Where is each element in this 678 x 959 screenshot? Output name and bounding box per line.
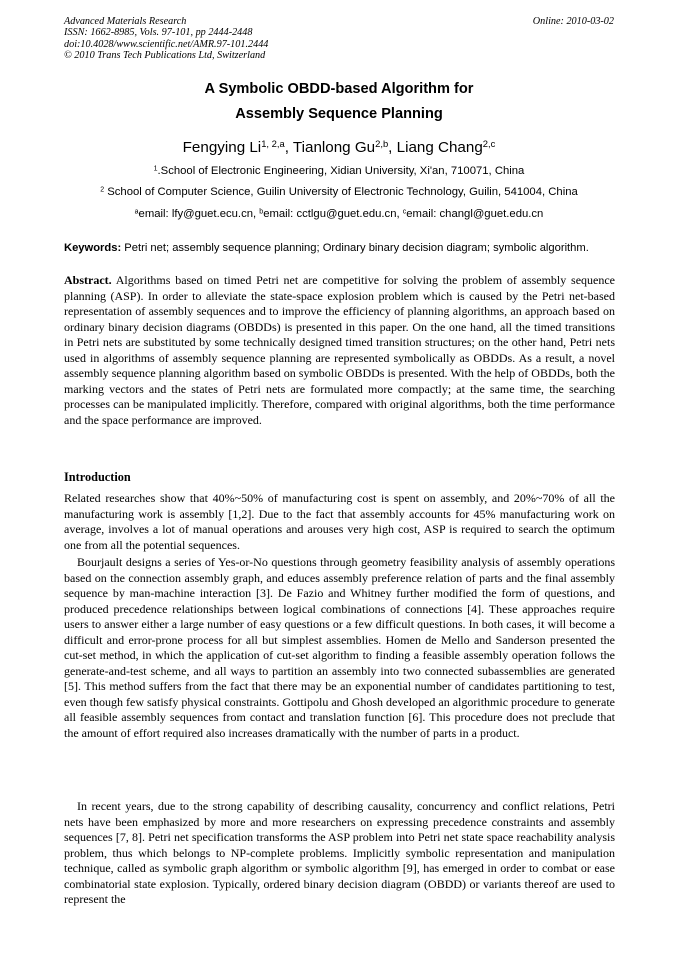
email-address[interactable]: email: lfy@guet.ecu.cn, — [138, 208, 260, 220]
author-affiliation-mark: 1, 2,a — [261, 138, 285, 150]
abstract-label: Abstract. — [64, 273, 112, 287]
author-name: Liang Chang — [396, 139, 483, 156]
journal-name: Advanced Materials Research — [64, 16, 187, 27]
keywords-label: Keywords: — [64, 242, 122, 254]
journal-header — [64, 16, 268, 62]
author-separator: , — [284, 139, 293, 156]
affiliation-2 — [0, 186, 678, 198]
intro-paragraph-3: In recent years, due to the strong capability of describing causality, concurrency and conflict relations, Petri nets have been emphasized by more and more researchers on expressing precedence constraints and assembly sequences [7, 8]. Petri net specification transforms the ASP problem into Petri net state space reachability analysis problem, thus which belongs to NP-complete problems. Implicitly symbolic representation and manipulation technique, called as symbolic graph algorithm or symbolic algorithm [9], has emerged in order to combat or ease combinatorial state explosion. Typically, ordered binary decision diagram (OBDD) or variants thereof are used to represent the — [64, 799, 615, 906]
email-mark: a — [134, 208, 139, 216]
author-affiliation-mark: 2,b — [375, 138, 389, 150]
online-date: Online: 2010-03-02 — [532, 16, 614, 27]
author-separator: , — [388, 139, 397, 156]
affiliation-text: School of Computer Science, Guilin University of Electronic Technology, Guilin, 541004, China — [104, 186, 578, 198]
email-mark: b — [259, 208, 264, 216]
issn-line: ISSN: 1662-8985, Vols. 97-101, pp 2444-2448 — [64, 27, 253, 39]
paper-title-line-1: A Symbolic OBDD-based Algorithm for — [204, 81, 474, 97]
abstract-text: Algorithms based on timed Petri net are competitive for solving the problem of assembly sequence planning (ASP). In order to alleviate the state-space explosion problem which is caused by the Petri net-based representation of assembly sequences and to improve the efficiency of planning algorithms, an approach based on ordinary binary decision diagrams (OBDDs) is presented in this paper. On the one hand, all the timed transitions in Petri nets are substituted by some technically designed timed transition structures; on the other hand, Petri nets used in algorithms of assembly sequence planning are represented symbolically as OBDDs. As a result, a novel assembly sequence planning algorithm based on symbolic OBDDs is presented. With the help of OBDDs, both the marking vectors and the states of Petri nets are formulated more compactly; at the same time, the searching processes can be manipulated implicitly. Therefore, compared with original algorithms, both the time performance and the space performance are improved. — [64, 273, 615, 427]
keywords-text: Petri net; assembly sequence planning; Ordinary binary decision diagram; symbolic algorithm. — [121, 242, 589, 254]
copyright-line: © 2010 Trans Tech Publications Ltd, Switzerland — [64, 50, 266, 62]
keywords — [64, 241, 615, 255]
email-address[interactable]: email: cctlgu@guet.edu.cn, — [263, 208, 403, 220]
intro-paragraph-1: Related researches show that 40%~50% of manufacturing cost is spent on assembly, and 20%~70% of all the manufacturing work is assembly [1,2]. Due to the fact that assembly accounts for 45% manufacturing work on average, involves a lot of manual operations and arouses very high cost, ASP is required to search the optimum one from all the potential sequences. — [64, 491, 615, 552]
paper-title-line-2: Assembly Sequence Planning — [235, 106, 443, 122]
affiliation-mark: 2 — [100, 186, 105, 194]
author-list — [0, 139, 678, 156]
email-address[interactable]: email: changl@guet.edu.cn — [406, 208, 544, 220]
intro-paragraph-2: Bourjault designs a series of Yes-or-No questions through geometry feasibility analysis of assembly operations based on the connection assembly graph, and educes assembly preference relation of parts and the final assembly sequence by man-machine interaction [3]. De Fazio and Whitney further modified the form of questions, and produced precedence relationships between logical combinations of connections [4]. These approaches require users to answer either a large number of easy questions or a few difficult questions. In both cases, it will become a difficult and error-prone process for all but simplest assemblies. Homen de Mello and Sanderson presented the cut-set method, in which the application of cut-set algorithm to finding a feasible assembly operation follows the generate-and-test scheme, and all ways to partition an assembly into two connected subassemblies are generated [5]. This method suffers from the fact that there may be an exponential number of candidates partitioning to test, even though few satisfy physical constraints. Gottipolu and Ghosh developed an algorithmic procedure to generate all feasible assembly sequences from contact and translation function [6]. This procedure does not preclude that the amount of effort required also increases dramatically with the number of parts in a product. — [64, 555, 615, 740]
doi-line[interactable]: doi:10.4028/www.scientific.net/AMR.97-101.2444 — [64, 38, 269, 50]
author-name: Tianlong Gu — [292, 139, 376, 156]
abstract — [64, 273, 615, 428]
affiliation-mark: 1 — [153, 165, 158, 173]
affiliation-1 — [0, 165, 678, 177]
affiliation-text: .School of Electronic Engineering, Xidian University, Xi'an, 710071, China — [157, 165, 525, 177]
email-mark: c — [402, 208, 407, 216]
section-heading-introduction: Introduction — [64, 470, 131, 484]
author-affiliation-mark: 2,c — [482, 138, 496, 150]
email-line — [0, 208, 678, 220]
author-name: Fengying Li — [182, 139, 262, 156]
